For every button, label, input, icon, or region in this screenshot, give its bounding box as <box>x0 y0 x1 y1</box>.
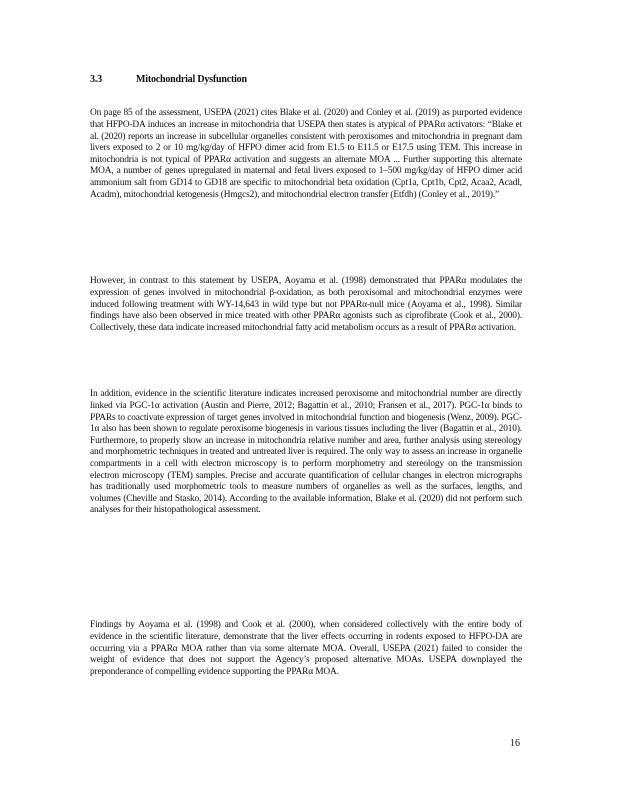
page-number: 16 <box>510 738 520 749</box>
paragraph-aoyama-contrast: However, in contrast to this statement by USEPA, Aoyama et al. (1998) demonstrated that PPARα modulates the expression of genes involved in mitochondrial β-oxidation, as both peroxisomal and mitochondrial enzymes were induced following treatment with WY-14,643 in wild type but not PPARα-null mice (Aoyama et al., 1998). Similar findings have also been observed in mice treated with other PPARα agonists such as ciprofibrate (Cook et al., 2000). Collectively, these data indicate increased mitochondrial fatty acid metabolism occurs as a result of PPARα activation. <box>90 276 522 333</box>
paragraph-usepa-citation: On page 85 of the assessment, USEPA (2021) cites Blake et al. (2020) and Conley et al. (2019) as purported evidence that HFPO-DA induces an increase in mitochondria that USEPA then states is atypical of PPARα activators: “Blake et al. (2020) reports an increase in subcellular organelles consistent with peroxisomes and mitochondria in pregnant dam livers exposed to 2 or 10 mg/kg/day of HFPO dimer acid from E1.5 to E11.5 or E17.5 using TEM. This increase in mitochondria is not typical of PPARα activation and suggests an alternate MOA ... Further supporting this alternate MOA, a number of genes upregulated in maternal and fetal livers exposed to 1–500 mg/kg/day of HFPO dimer acid ammonium salt from GD14 to GD18 are specific to mitochondrial beta oxidation (Cpt1a, Cpt1b, Cpt2, Acaa2, Acadl, Acadm), mitochondrial ketogenesis (Hmgcs2), and mitochondrial electron transfer (Etfdh) (Conley et al., 2019).” <box>90 108 522 200</box>
paragraph-pgc1a-evidence: In addition, evidence in the scientific literature indicates increased peroxisome and mitochondrial number are directly linked via PGC-1α activation (Austin and Pierre, 2012; Bagattin et al., 2010; Fransen et al., 2017). PGC-1α binds to PPARs to coactivate expression of target genes involved in mitochondrial function and biogenesis (Wenz, 2009). PGC-1α also has been shown to regulate peroxisome biogenesis in various tissues including the liver (Bagattin et al., 2010). Furthermore, to properly show an increase in mitochondria relative number and area, further analysis using stereology and morphometric techniques in treated and untreated liver is required. The only way to assess an increase in organelle compartments in a cell with electron microscopy is to perform morphometry and stereology on the transmission electron microscopy (TEM) samples. Precise and accurate quantification of cellular changes in electron micrographs has traditionally used morphometric tools to measure numbers of organelles as well as the surfaces, lengths, and volumes (Cheville and Stasko, 2014). According to the available information, Blake et al. (2020) did not perform such analyses for their histopathological assessment. <box>90 389 522 516</box>
paragraph-conclusion: Findings by Aoyama et al. (1998) and Cook et al. (2000), when considered collectively with the entire body of evidence in the scientific literature, demonstrate that the liver effects occurring in rodents exposed to HFPO-DA are occurring via a PPARα MOA rather than via some alternate MOA. Overall, USEPA (2021) failed to consider the weight of evidence that does not support the Agency’s proposed alternative MOAs. USEPA downplayed the preponderance of compelling evidence supporting the PPARα MOA. <box>90 620 522 677</box>
section-number: 3.3 <box>90 74 102 85</box>
section-title: Mitochondrial Dysfunction <box>136 74 247 85</box>
section-heading <box>90 74 247 85</box>
